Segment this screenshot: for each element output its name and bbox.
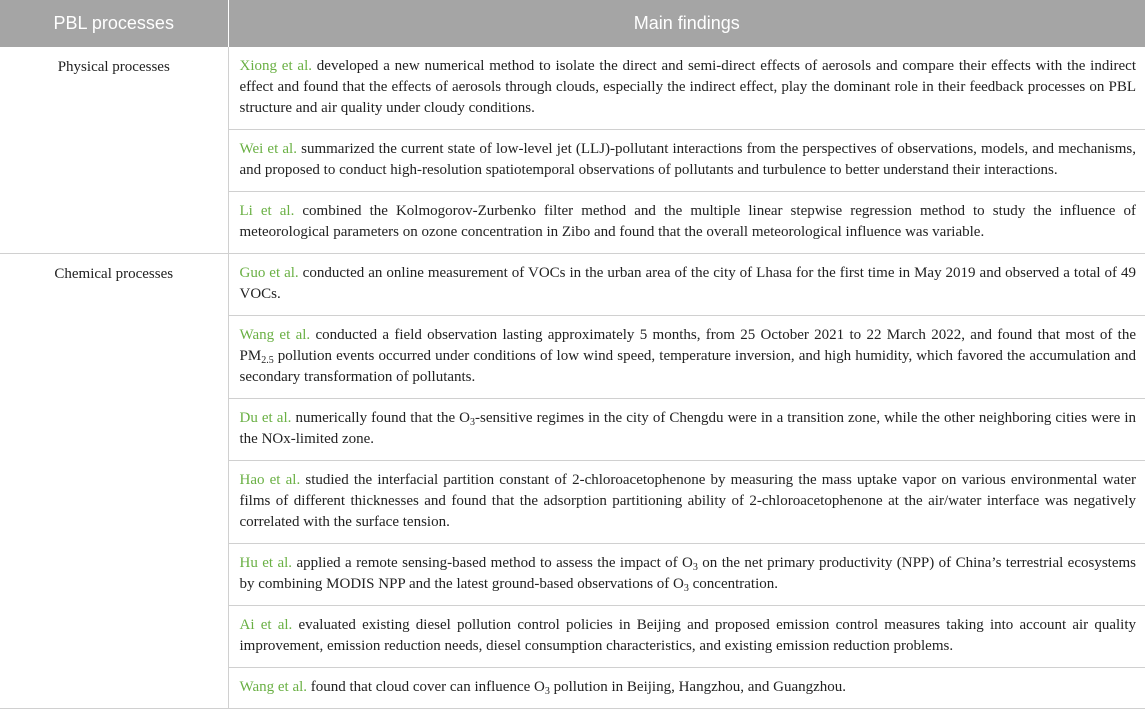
author-link[interactable]: Hu et al. <box>239 555 293 571</box>
finding-text: -sensitive regimes in the city of Chengdu were in a transition zone, while the other neighboring cities were in the NOx-limited zone. <box>239 410 1136 447</box>
finding-cell <box>228 254 1145 316</box>
group-label-physical: Physical processes <box>0 47 228 254</box>
subscript: 3 <box>683 583 689 594</box>
finding-cell <box>228 399 1145 461</box>
finding-cell <box>228 606 1145 668</box>
author-link[interactable]: Wei et al. <box>239 141 297 157</box>
finding-cell <box>228 316 1145 399</box>
subscript: 2.5 <box>261 355 274 366</box>
author-link[interactable]: Hao et al. <box>239 472 301 488</box>
finding-text: studied the interfacial partition constant of 2-chloroacetophenone by measuring the mass uptake vapor on various environmental water films of different thicknesses and found that the adsorption partitioning ability of 2-chloroacetophenone at the air/water interface was negatively correlated with the surface tension. <box>239 472 1137 530</box>
finding-text: on the net primary productivity (NPP) of China’s terrestrial ecosystems by combining MODIS NPP and the latest ground-based observations of O <box>239 555 1136 592</box>
finding-text: concentration. <box>688 576 779 592</box>
finding-cell <box>228 461 1145 544</box>
finding-text: conducted an online measurement of VOCs in the urban area of the city of Lhasa for the first time in May 2019 and observed a total of 49 VOCs. <box>239 265 1137 302</box>
finding-text: found that cloud cover can influence O <box>307 679 545 695</box>
finding-text: applied a remote sensing-based method to assess the impact of O <box>292 555 693 571</box>
finding-text: summarized the current state of low-level jet (LLJ)-pollutant interactions from the perspectives of observations, models, and mechanisms, and proposed to conduct high-resolution spatiotemporal observations of pollutants and turbulence to better understand their interactions. <box>239 141 1136 178</box>
author-link[interactable]: Li et al. <box>239 203 295 219</box>
finding-text: pollution in Beijing, Hangzhou, and Guangzhou. <box>549 679 847 695</box>
author-link[interactable]: Wang et al. <box>239 327 311 343</box>
finding-text: evaluated existing diesel pollution control policies in Beijing and proposed emission control measures taking into account air quality improvement, emission reduction needs, diesel consumption characteristics, and existing emission reduction problems. <box>239 617 1136 654</box>
group-label-chemical: Chemical processes <box>0 254 228 709</box>
header-row <box>0 0 1145 47</box>
finding-text: developed a new numerical method to isolate the direct and semi-direct effects of aerosols and compare their effects with the indirect effect and found that the effects of aerosols through clouds, especially the indirect effect, play the dominant role in their feedback processes on PBL structure and air quality under cloudy conditions. <box>239 58 1136 116</box>
author-link[interactable]: Du et al. <box>239 410 292 426</box>
subscript: 3 <box>470 417 476 428</box>
header-pbl-processes: PBL processes <box>0 0 228 47</box>
author-link[interactable]: Wang et al. <box>239 679 308 695</box>
finding-text: conducted a field observation lasting approximately 5 months, from 25 October 2021 to 22 March 2022, and found that most of the PM <box>239 327 1137 364</box>
author-link[interactable]: Ai et al. <box>239 617 293 633</box>
subscript: 3 <box>544 686 550 697</box>
subscript: 3 <box>692 562 698 573</box>
author-link[interactable]: Xiong et al. <box>239 58 312 74</box>
finding-cell <box>228 130 1145 192</box>
finding-cell <box>228 192 1145 254</box>
finding-cell <box>228 668 1145 709</box>
finding-text: pollution events occurred under conditions of low wind speed, temperature inversion, and high humidity, which favored the accumulation and secondary transformation of pollutants. <box>239 348 1136 385</box>
finding-cell <box>228 544 1145 606</box>
table-row <box>0 254 1145 316</box>
table-row <box>0 47 1145 130</box>
finding-cell <box>228 47 1145 130</box>
header-main-findings: Main findings <box>228 0 1145 47</box>
author-link[interactable]: Guo et al. <box>239 265 299 281</box>
finding-text: numerically found that the O <box>291 410 471 426</box>
finding-text: combined the Kolmogorov-Zurbenko filter method and the multiple linear stepwise regression method to study the influence of meteorological parameters on ozone concentration in Zibo and found that the overall meteorological influence was variable. <box>239 203 1137 240</box>
